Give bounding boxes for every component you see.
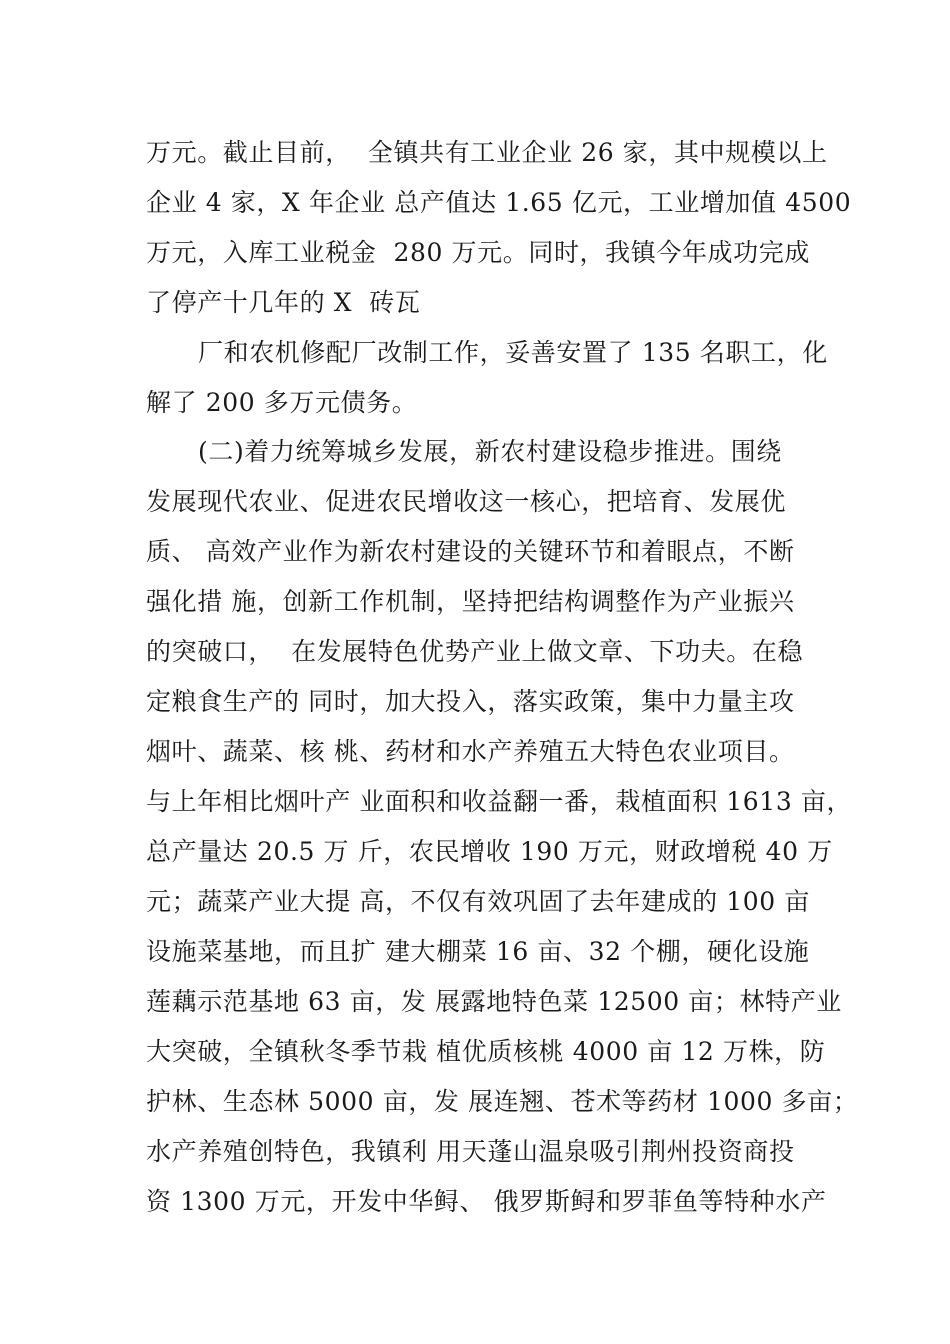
- text-line: 企业 4 家，X 年企业 总产值达 1.65 亿元，工业增加值 4500: [146, 188, 852, 217]
- text-line: 资 1300 万元，开发中华鲟、 俄罗斯鲟和罗菲鱼等特种水产: [146, 1187, 827, 1216]
- text-line: 总产量达 20.5 万 斤，农民增收 190 万元，财政增税 40 万: [146, 837, 833, 866]
- text-line: 万元，入库工业税金 280 万元。同时，我镇今年成功完成: [146, 238, 810, 267]
- text-line: 了停产十几年的 X 砖瓦: [146, 288, 421, 317]
- text-line: 解了 200 多万元债务。: [146, 388, 418, 417]
- text-line: 莲藕示范基地 63 亩，发 展露地特色菜 12500 亩；林特产业: [146, 987, 842, 1016]
- text-line: 的突破口， 在发展特色优势产业上做文章、下功夫。在稳: [146, 637, 804, 666]
- text-line: 水产养殖创特色，我镇利 用天蓬山温泉吸引荆州投资商投: [146, 1137, 795, 1166]
- paragraph-first-line: 厂和农机修配厂改制工作，妥善安置了 135 名职工，化: [198, 338, 828, 367]
- text-line: 元；蔬菜产业大提 高，不仅有效巩固了去年建成的 100 亩: [146, 887, 810, 916]
- text-line: 定粮食生产的 同时，加大投入，落实政策，集中力量主攻: [146, 687, 795, 716]
- text-line: 万元。截止目前， 全镇共有工业企业 26 家，其中规模以上: [146, 138, 828, 167]
- text-line: 发展现代农业、促进农民增收这一核心，把培育、发展优: [146, 487, 787, 516]
- text-line: 与上年相比烟叶产 业面积和收益翻一番，栽植面积 1613 亩，: [146, 787, 853, 816]
- text-line: 烟叶、蔬菜、核 桃、药材和水产养殖五大特色农业项目。: [146, 737, 795, 766]
- text-line: 强化措 施，创新工作机制，坚持把结构调整作为产业振兴: [146, 587, 795, 616]
- section-heading-line: (二)着力统筹城乡发展，新农村建设稳步推进。围绕: [198, 437, 782, 466]
- text-line: 大突破，全镇秋冬季节栽 植优质核桃 4000 亩 12 万株，防: [146, 1037, 826, 1066]
- text-line: 设施菜基地，而且扩 建大棚菜 16 亩、32 个棚，硬化设施: [146, 937, 810, 966]
- text-line: 质、 高效产业作为新农村建设的关键环节和着眼点，不断: [146, 537, 795, 566]
- text-line: 护林、生态林 5000 亩，发 展连翘、苍术等药材 1000 多亩；: [146, 1087, 859, 1116]
